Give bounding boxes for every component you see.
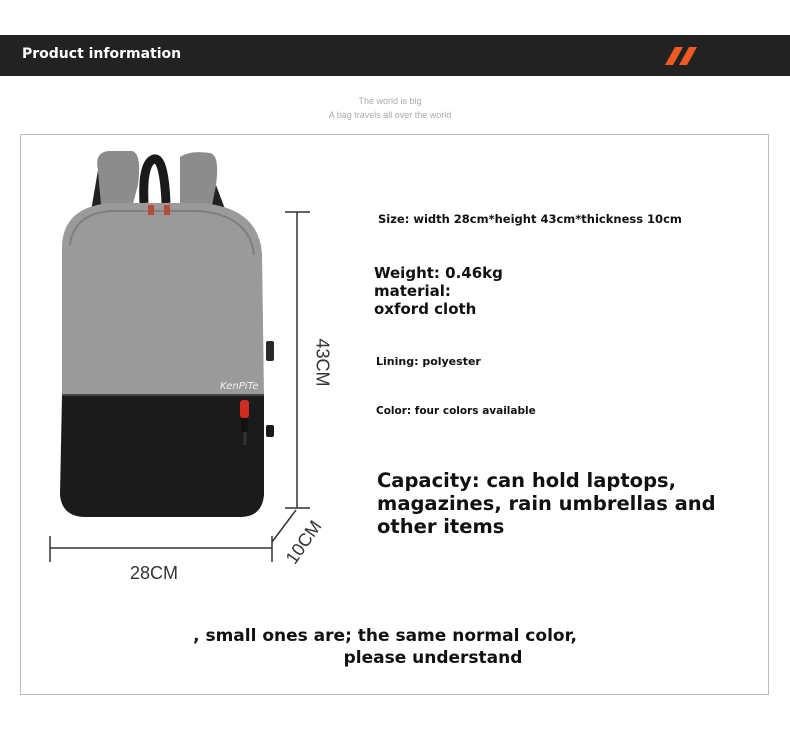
tagline-line-1: The world is big (358, 96, 422, 106)
spec-weight-line: Weight: 0.46kg (374, 264, 503, 282)
header-title: Product information (22, 46, 182, 62)
spec-material-label: material: (374, 282, 451, 300)
bag-brand-text: KenPiTe (220, 381, 259, 392)
dimension-lines (40, 200, 340, 580)
spec-capacity-line-2: magazines, rain umbrellas and (377, 492, 716, 515)
note-line-1: , small ones are; the same normal color, (193, 626, 577, 646)
spec-weight (374, 264, 503, 318)
spec-capacity-line-3: other items (377, 515, 505, 538)
spec-color: Color: four colors available (376, 405, 536, 417)
spec-lining: Lining: polyester (376, 355, 481, 368)
double-slash-icon (665, 47, 705, 65)
spec-material-value: oxford cloth (374, 300, 477, 318)
note-line-2: please understand (343, 648, 523, 668)
height-label: 43CM (312, 338, 333, 387)
tagline-line-2: A bag travels all over the world (328, 110, 452, 120)
header-bar (0, 35, 790, 76)
width-label: 28CM (130, 563, 179, 583)
spec-capacity (377, 469, 716, 538)
thickness-label: 10CM (281, 516, 326, 568)
spec-size: Size: width 28cm*height 43cm*thickness 10cm (378, 212, 682, 226)
spec-capacity-line-1: Capacity: can hold laptops, (377, 469, 677, 492)
